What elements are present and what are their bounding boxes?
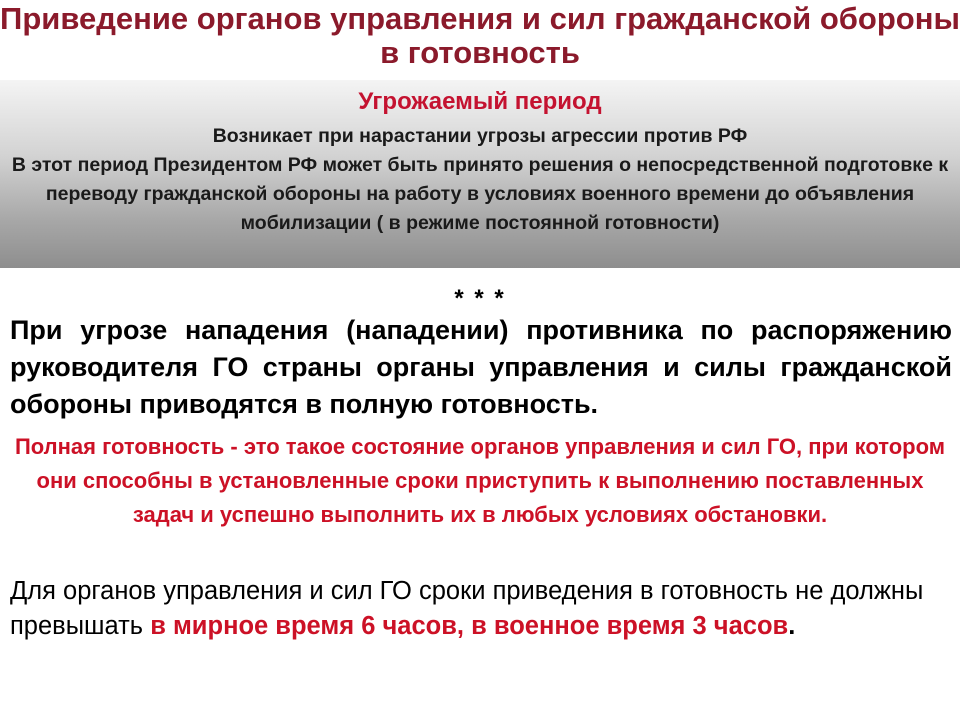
deadline-end: . (788, 612, 796, 640)
threat-period-line2: В этот период Президентом РФ может быть принято решения о непосредственной подготовке к переводу гражданской обороны на работу в условиях военного времени до объявления мобилизации ( в режиме постоянной готовности) (11, 154, 949, 234)
separator-stars: * * * (454, 285, 506, 312)
full-readiness-paragraph: При угрозе нападения (нападении) противника по распоряжению руководителя ГО страны органы управления и силы гражданской обороны приводятся в полную готовность. (10, 315, 952, 419)
threat-period-heading: Угрожаемый период (358, 88, 602, 115)
slide-title: Приведение органов управления и сил гражданской обороны в готовность (0, 1, 960, 70)
full-readiness-definition: Полная готовность - это такое состояние органов управления и сил ГО, при котором они способны в установленные сроки приступить к выполнению поставленных задач и успешно выполнить их в любых условиях обстановки. (14, 434, 946, 527)
deadline-paragraph (10, 574, 952, 644)
deadline-intro: Для органов управления и сил ГО сроки приведения в готовность не должны превышать (10, 577, 924, 640)
threat-period-line1: Возникает при нарастании угрозы агрессии против РФ (212, 125, 748, 147)
threat-period-text (0, 122, 960, 238)
deadline-highlight: в мирное время 6 часов, в военное время 3 часов (150, 612, 789, 640)
